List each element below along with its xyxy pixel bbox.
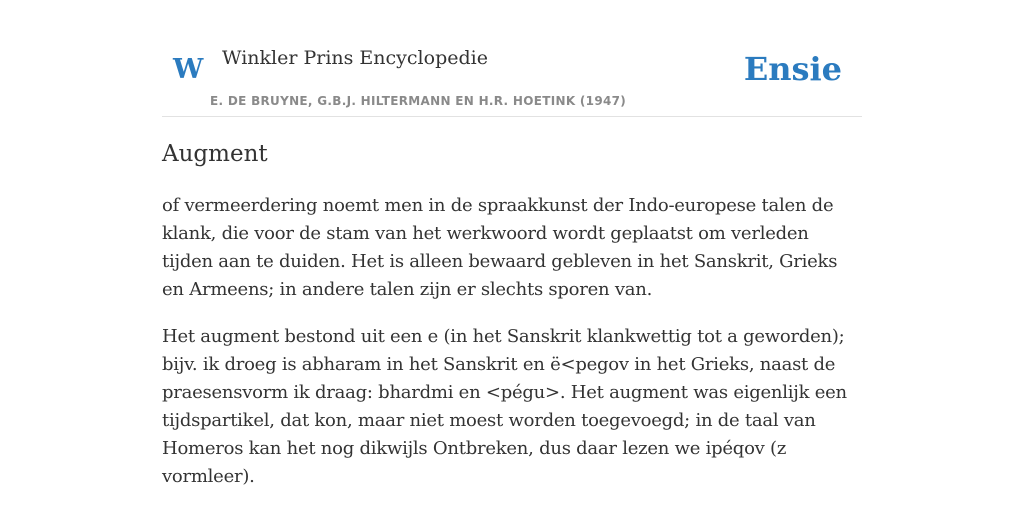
article <box>162 136 862 491</box>
site-header <box>162 0 862 117</box>
source-title[interactable]: Winkler Prins Encyclopedie <box>222 47 488 69</box>
source-authors: E. DE BRUYNE, G.B.J. HILTERMANN EN H.R. HOETINK (1947) <box>210 94 627 108</box>
winkler-prins-logo[interactable]: W <box>173 54 204 85</box>
article-paragraph: of vermeerdering noemt men in de spraakkunst der Indo-europese talen de klank, die voor de stam van het werkwoord wordt geplaatst om verleden tijden aan te duiden. Het is alleen bewaard gebleven in het Sanskrit, Grieks en Armeens; in andere talen zijn er slechts sporen van. <box>162 195 838 300</box>
ensie-logo[interactable]: Ensie <box>743 50 842 88</box>
entry-title: Augment <box>162 141 268 167</box>
article-paragraph: Het augment bestond uit een e (in het Sanskrit klankwettig tot a geworden); bijv. ik droeg is abharam in het Sanskrit en ë<pegov in het Grieks, naast de praesensvorm ik draag: bhardmi en <pégu>. Het augment was eigenlijk een tijdspartikel, dat kon, maar niet moest worden toegevoegd; in de taal van Homeros kan het nog dikwijls Ontbreken, dus daar lezen we ipéqov (z vormleer). <box>162 326 847 487</box>
